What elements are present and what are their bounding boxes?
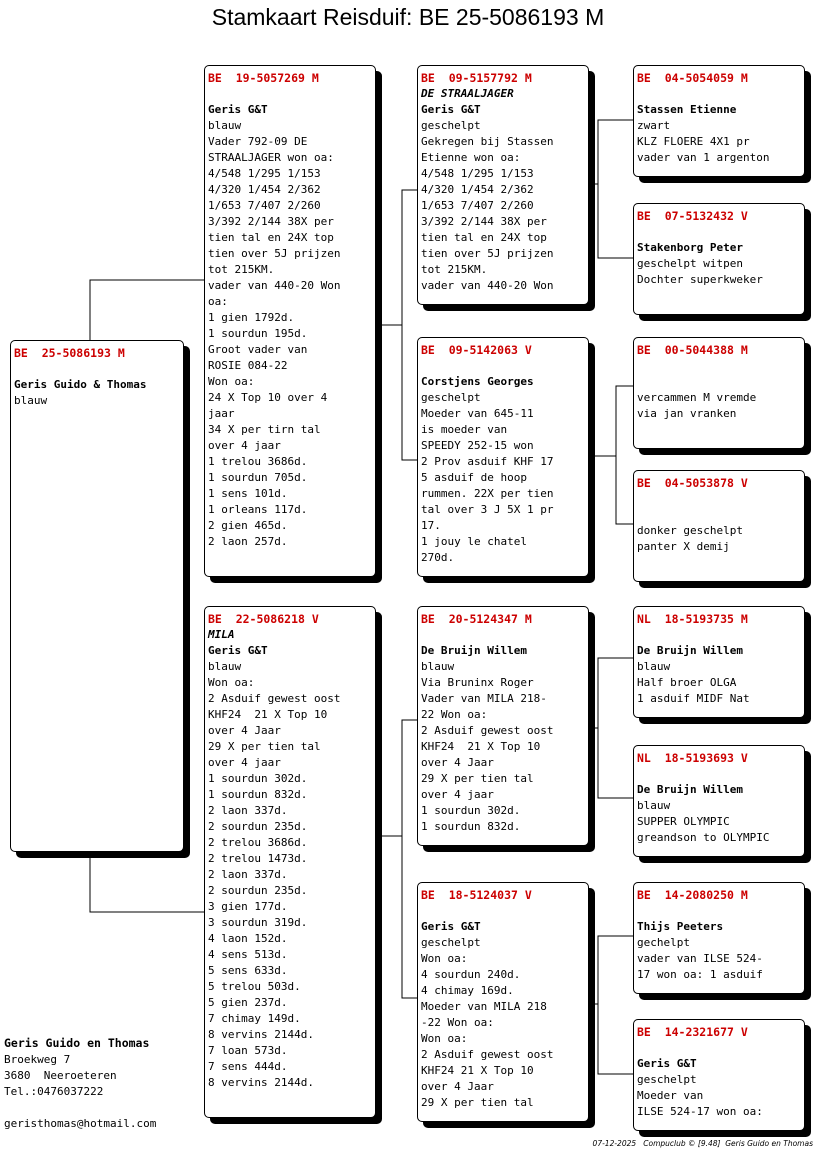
pigeon-card-sire-dam[interactable] — [417, 337, 589, 577]
pigeon-note-line: 1 sourdun 705d. — [208, 471, 308, 484]
pigeon-note-line: KHF24 21 X Top 10 — [421, 1064, 534, 1077]
pigeon-note-line: Gekregen bij Stassen — [421, 135, 554, 148]
pigeon-note-line: 3/392 2/144 38X per — [208, 215, 334, 228]
pigeon-note-line: 1 sens 101d. — [208, 487, 288, 500]
pigeon-note-line: -22 Won oa: — [421, 1016, 494, 1029]
pigeon-note-line: tien over 5J prijzen — [208, 247, 341, 260]
pigeon-note-line: 2 sourdun 235d. — [208, 820, 308, 833]
pigeon-note-line: 3 sourdun 319d. — [208, 916, 308, 929]
pigeon-note-line: Moeder van MILA 218 — [421, 1000, 547, 1013]
pigeon-card-sire-dam-dam[interactable] — [633, 470, 805, 582]
pigeon-card-dam-dam-sire[interactable] — [633, 882, 805, 994]
owner-info — [4, 1034, 156, 1132]
pigeon-note-line: blauw — [637, 660, 671, 673]
pigeon-note-line: over 4 jaar — [208, 439, 281, 452]
pigeon-note-line: Won oa: — [208, 676, 255, 689]
pigeon-note-line: over 4 Jaar — [208, 724, 281, 737]
breeder-name: Stakenborg Peter — [637, 241, 743, 254]
pigeon-name: DE STRAALJAGER — [421, 87, 514, 100]
pigeon-card-sire-dam-sire[interactable] — [633, 337, 805, 449]
pigeon-note-line: 1 asduif MIDF Nat — [637, 692, 750, 705]
pigeon-note-line: 2 gien 465d. — [208, 519, 288, 532]
pigeon-note-line: blauw — [208, 119, 242, 132]
pigeon-card-sire[interactable] — [204, 65, 376, 577]
pigeon-note-line: 1 trelou 3686d. — [208, 455, 308, 468]
pigeon-note-line: 1 sourdun 832d. — [421, 820, 521, 833]
pigeon-note-line: geschelpt — [637, 1073, 697, 1086]
pigeon-name — [421, 627, 585, 643]
pigeon-note-line: rummen. 22X per tien — [421, 487, 554, 500]
owner-city: 3680 Neeroeteren — [4, 1069, 117, 1082]
pigeon-note-line: vercammen M vremde — [637, 391, 757, 404]
pigeon-note-line: SUPPER OLYMPIC — [637, 815, 730, 828]
pigeon-note-line: geschelpt — [421, 391, 481, 404]
pigeon-card-sire-sire-sire[interactable] — [633, 65, 805, 177]
pigeon-note-line: 17. — [421, 519, 441, 532]
pigeon-note-line: 4 sens 513d. — [208, 948, 288, 961]
ring-number: BE 04-5054059 M — [637, 71, 748, 85]
pigeon-note-line: KHF24 21 X Top 10 — [421, 740, 541, 753]
breeder-name: Geris G&T — [421, 920, 481, 933]
pigeon-note-line: tien over 5J prijzen — [421, 247, 554, 260]
pigeon-note-line: 7 loan 573d. — [208, 1044, 288, 1057]
pigeon-card-dam-sire-sire[interactable] — [633, 606, 805, 718]
pigeon-card-dam-dam[interactable] — [417, 882, 589, 1122]
pigeon-note-line: gechelpt — [637, 936, 690, 949]
pigeon-note-line: vader van ILSE 524- — [637, 952, 763, 965]
pigeon-note-line: 2 Prov asduif KHF 17 — [421, 455, 554, 468]
pigeon-card-dam-dam-dam[interactable] — [633, 1019, 805, 1131]
pigeon-note-line: 3 gien 177d. — [208, 900, 288, 913]
pigeon-name — [421, 903, 585, 919]
pigeon-note-line: 1 sourdun 832d. — [208, 788, 308, 801]
pigeon-note-line: 1 sourdun 302d. — [208, 772, 308, 785]
pigeon-name — [637, 491, 801, 507]
pigeon-note-line: donker geschelpt — [637, 524, 743, 537]
pigeon-note-line: 29 X per tien tal — [208, 740, 321, 753]
ring-number: BE 07-5132432 V — [637, 209, 748, 223]
pigeon-note-line: 8 vervins 2144d. — [208, 1076, 314, 1089]
pigeon-note-line: 3/392 2/144 38X per — [421, 215, 547, 228]
ring-number: NL 18-5193693 V — [637, 751, 748, 765]
pigeon-note-line: 7 sens 444d. — [208, 1060, 288, 1073]
pigeon-note-line: 5 trelou 503d. — [208, 980, 301, 993]
pigeon-card-sire-sire[interactable] — [417, 65, 589, 305]
pigeon-note-line: over 4 jaar — [208, 756, 281, 769]
pigeon-note-line: Moeder van — [637, 1089, 704, 1102]
pigeon-note-line: Dochter superkweker — [637, 273, 763, 286]
pigeon-note-line: zwart — [637, 119, 671, 132]
pigeon-card-dam-sire[interactable] — [417, 606, 589, 846]
pigeon-note-line: blauw — [14, 394, 48, 407]
ring-number: BE 09-5142063 V — [421, 343, 532, 357]
pigeon-note-line: geschelpt — [421, 119, 481, 132]
pigeon-note-line: KLZ FLOERE 4X1 pr — [637, 135, 750, 148]
pigeon-note-line: 5 asduif de hoop — [421, 471, 527, 484]
pigeon-note-line: Vader van MILA 218- — [421, 692, 547, 705]
pigeon-note-line: over 4 Jaar — [421, 1080, 494, 1093]
pigeon-card-dam-sire-dam[interactable] — [633, 745, 805, 857]
pigeon-note-line: 29 X per tien tal — [421, 1096, 534, 1109]
pigeon-name — [637, 1040, 801, 1056]
pigeon-note-line: over 4 jaar — [421, 788, 494, 801]
pigeon-note-line: vader van 440-20 Won — [208, 279, 341, 292]
pigeon-note-line: 4 sourdun 240d. — [421, 968, 521, 981]
pigeon-name — [421, 358, 585, 374]
ring-number: BE 14-2080250 M — [637, 888, 748, 902]
pigeon-note-line: 2 laon 337d. — [208, 868, 288, 881]
pigeon-note-line: blauw — [637, 799, 671, 812]
ring-number: BE 14-2321677 V — [637, 1025, 748, 1039]
pigeon-note-line: 4/548 1/295 1/153 — [421, 167, 534, 180]
breeder-name: De Bruijn Willem — [637, 644, 743, 657]
pigeon-name — [637, 224, 801, 240]
pigeon-name — [637, 627, 801, 643]
pigeon-name — [14, 361, 180, 377]
pigeon-note-line: via jan vranken — [637, 407, 737, 420]
pigeon-name — [637, 903, 801, 919]
pigeon-note-line: 2 Asduif gewest oost — [421, 724, 554, 737]
pigeon-note-line: over 4 Jaar — [421, 756, 494, 769]
breeder-name: Geris G&T — [637, 1057, 697, 1070]
pigeon-note-line: 5 sens 633d. — [208, 964, 288, 977]
pigeon-note-line: 2 sourdun 235d. — [208, 884, 308, 897]
pigeon-name — [637, 86, 801, 102]
pigeon-note-line: 1 jouy le chatel — [421, 535, 527, 548]
pigeon-note-line: 4/320 1/454 2/362 — [208, 183, 321, 196]
ring-number: BE 09-5157792 M — [421, 71, 532, 85]
breeder-name: Geris G&T — [208, 103, 268, 116]
footer-print-info: 07-12-2025 Compuclub © [9.48] Geris Guido en Thomas — [592, 1139, 813, 1148]
pigeon-note-line: 2 trelou 1473d. — [208, 852, 308, 865]
pigeon-note-line: 4/548 1/295 1/153 — [208, 167, 321, 180]
pigeon-note-line: Etienne won oa: — [421, 151, 521, 164]
pigeon-name — [637, 358, 801, 374]
pigeon-note-line: blauw — [208, 660, 242, 673]
pigeon-note-line: 1 orleans 117d. — [208, 503, 308, 516]
pigeon-note-line: 4 laon 152d. — [208, 932, 288, 945]
pigeon-note-line: Won oa: — [421, 952, 468, 965]
pigeon-note-line: 2 laon 337d. — [208, 804, 288, 817]
pigeon-card-subject[interactable] — [10, 340, 184, 852]
pigeon-note-line: 1 gien 1792d. — [208, 311, 295, 324]
pigeon-note-line: 34 X per tirn tal — [208, 423, 321, 436]
ring-number: BE 20-5124347 M — [421, 612, 532, 626]
pigeon-note-line: Won oa: — [208, 375, 255, 388]
breeder-name: Thijs Peeters — [637, 920, 724, 933]
pigeon-note-line: vader van 1 argenton — [637, 151, 770, 164]
pigeon-note-line: geschelpt — [421, 936, 481, 949]
pigeon-note-line: panter X demij — [637, 540, 730, 553]
pigeon-note-line: tot 215KM. — [421, 263, 488, 276]
pigeon-note-line: 1 sourdun 302d. — [421, 804, 521, 817]
ring-number: BE 04-5053878 V — [637, 476, 748, 490]
pigeon-note-line: 22 Won oa: — [421, 708, 488, 721]
breeder-name: De Bruijn Willem — [421, 644, 527, 657]
ring-number: BE 00-5044388 M — [637, 343, 748, 357]
spacer — [637, 507, 801, 523]
pigeon-note-line: ROSIE 084-22 — [208, 359, 288, 372]
page-title: Stamkaart Reisduif: BE 25-5086193 M — [211, 4, 605, 30]
pigeon-note-line: 270d. — [421, 551, 455, 564]
pigeon-note-line: 17 won oa: 1 asduif — [637, 968, 763, 981]
ring-number: BE 25-5086193 M — [14, 346, 125, 360]
pigeon-note-line: Half broer OLGA — [637, 676, 737, 689]
ring-number: BE 18-5124037 V — [421, 888, 532, 902]
pigeon-note-line: oa: — [208, 295, 228, 308]
pigeon-note-line: KHF24 21 X Top 10 — [208, 708, 328, 721]
pigeon-name: MILA — [208, 628, 235, 641]
pigeon-note-line: Moeder van 645-11 — [421, 407, 534, 420]
pigeon-name — [208, 86, 372, 102]
breeder-name: Geris G&T — [421, 103, 481, 116]
pigeon-name — [637, 766, 801, 782]
pigeon-note-line: 29 X per tien tal — [421, 772, 534, 785]
ring-number: NL 18-5193735 M — [637, 612, 748, 626]
owner-name: Geris Guido en Thomas — [4, 1036, 150, 1050]
pigeon-note-line: tien tal en 24X top — [208, 231, 334, 244]
pigeon-note-line: blauw — [421, 660, 455, 673]
pigeon-note-line: greandson to OLYMPIC — [637, 831, 770, 844]
pigeon-card-dam[interactable] — [204, 606, 376, 1118]
pigeon-note-line: 2 laon 257d. — [208, 535, 288, 548]
pigeon-note-line: Vader 792-09 DE — [208, 135, 308, 148]
pigeon-note-line: Won oa: — [421, 1032, 468, 1045]
ring-number: BE 22-5086218 V — [208, 612, 319, 626]
pigeon-note-line: is moeder van — [421, 423, 508, 436]
pigeon-note-line: 24 X Top 10 over 4 — [208, 391, 328, 404]
pigeon-note-line: Groot vader van — [208, 343, 308, 356]
pigeon-note-line: tot 215KM. — [208, 263, 275, 276]
pigeon-note-line: 4 chimay 169d. — [421, 984, 514, 997]
owner-phone: Tel.:0476037222 — [4, 1085, 104, 1098]
breeder-name: Geris Guido & Thomas — [14, 378, 147, 391]
ring-number: BE 19-5057269 M — [208, 71, 319, 85]
pigeon-note-line: 8 vervins 2144d. — [208, 1028, 314, 1041]
breeder-name: Corstjens Georges — [421, 375, 534, 388]
pigeon-note-line: vader van 440-20 Won — [421, 279, 554, 292]
owner-email[interactable]: geristhomas@hotmail.com — [4, 1117, 157, 1130]
pigeon-note-line: 2 trelou 3686d. — [208, 836, 308, 849]
pigeon-note-line: 1/653 7/407 2/260 — [421, 199, 534, 212]
owner-address: Broekweg 7 — [4, 1053, 71, 1066]
breeder-name: Stassen Etienne — [637, 103, 737, 116]
pigeon-note-line: tal over 3 J 5X 1 pr — [421, 503, 554, 516]
pigeon-note-line: geschelpt witpen — [637, 257, 743, 270]
pigeon-note-line: ILSE 524-17 won oa: — [637, 1105, 763, 1118]
pigeon-note-line: 2 Asduif gewest oost — [421, 1048, 554, 1061]
pigeon-note-line: 7 chimay 149d. — [208, 1012, 301, 1025]
pigeon-note-line: STRAALJAGER won oa: — [208, 151, 334, 164]
pigeon-note-line: 4/320 1/454 2/362 — [421, 183, 534, 196]
pigeon-note-line: Via Bruninx Roger — [421, 676, 534, 689]
breeder-name: De Bruijn Willem — [637, 783, 743, 796]
pigeon-card-sire-sire-dam[interactable] — [633, 203, 805, 315]
pigeon-note-line: 1/653 7/407 2/260 — [208, 199, 321, 212]
pigeon-note-line: tien tal en 24X top — [421, 231, 547, 244]
pigeon-note-line: 5 gien 237d. — [208, 996, 288, 1009]
pigeon-note-line: jaar — [208, 407, 235, 420]
pigeon-note-line: SPEEDY 252-15 won — [421, 439, 534, 452]
breeder-name: Geris G&T — [208, 644, 268, 657]
spacer — [637, 374, 801, 390]
pigeon-note-line: 2 Asduif gewest oost — [208, 692, 341, 705]
pigeon-note-line: 1 sourdun 195d. — [208, 327, 308, 340]
